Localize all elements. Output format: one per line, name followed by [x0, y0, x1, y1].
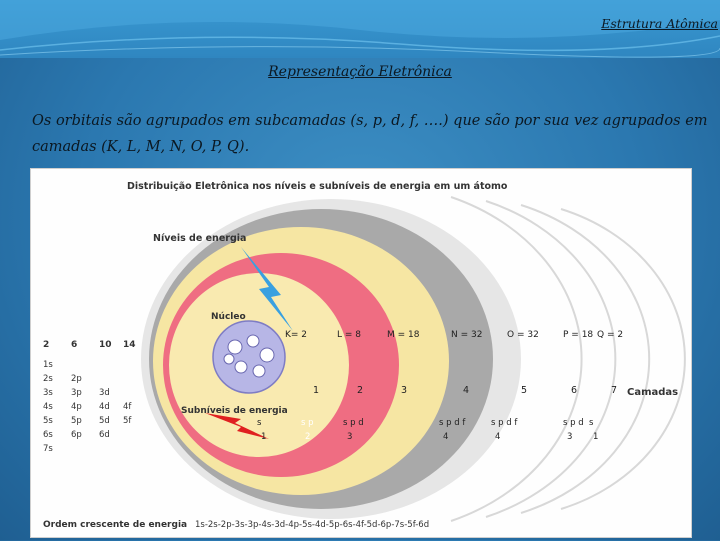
capacity-header: [43, 340, 136, 350]
sublevel-table: [43, 360, 132, 454]
table-cell: 3d: [99, 388, 110, 398]
layer-count-k: K= 2: [285, 330, 308, 340]
layer-number-l: 2: [357, 385, 364, 396]
layer-subcount-k: 1: [261, 432, 267, 442]
order-sequence: 1s-2s-2p-3s-3p-4s-3d-4p-5s-4d-5p-6s-4f-5d-6p-7s-5f-6d: [195, 520, 430, 530]
layer-sublevels-o: s p d f: [491, 418, 518, 428]
layer-number-m: 3: [401, 385, 408, 396]
layer-number-p: 6: [571, 385, 578, 396]
layer-number-k: 1: [313, 385, 320, 396]
table-cell: 6d: [99, 430, 110, 440]
table-cell: 6p: [71, 430, 82, 440]
atom-diagram: [31, 169, 691, 537]
order-label: Ordem crescente de energia: [43, 520, 188, 530]
layer-count-p: P = 18: [563, 330, 594, 340]
electron-distribution-figure: [30, 168, 692, 538]
capacity-10: 10: [99, 340, 112, 350]
layer-numbers: [313, 385, 617, 396]
table-cell: 1s: [43, 360, 53, 370]
layer-subcount-l: 2: [305, 432, 311, 442]
layer-subcount-o: 4: [495, 432, 501, 442]
table-cell: 5f: [123, 416, 132, 426]
layer-sublevels-l: s p: [301, 418, 314, 428]
table-cell: 2s: [43, 374, 53, 384]
diagram-title: Distribuição Eletrônica nos níveis e subníveis de energia em um átomo: [127, 181, 508, 192]
layer-subcount-n: 4: [443, 432, 449, 442]
layer-count-o: O = 32: [507, 330, 539, 340]
table-cell: 6s: [43, 430, 53, 440]
label-levels: Níveis de energia: [153, 233, 247, 244]
layer-count-l: L = 8: [337, 330, 362, 340]
table-cell: 4d: [99, 402, 110, 412]
label-sublevels: Subníveis de energia: [181, 406, 288, 416]
layer-number-o: 5: [521, 385, 528, 396]
section-title: Representação Eletrônica: [268, 64, 452, 80]
header-title: Estrutura Atômica: [601, 16, 718, 31]
layer-count-n: N = 32: [451, 330, 483, 340]
label-nucleus: Núcleo: [211, 312, 246, 322]
table-cell: 5p: [71, 416, 82, 426]
layer-subcount-p: 3: [567, 432, 573, 442]
capacity-6: 6: [71, 340, 78, 350]
layer-number-q: 7: [611, 385, 618, 396]
layer-number-n: 4: [463, 385, 470, 396]
layer-subcount-m: 3: [347, 432, 353, 442]
table-cell: 4f: [123, 402, 132, 412]
layer-sublevels-p: s p d: [563, 418, 584, 428]
layer-subcount-q: 1: [593, 432, 599, 442]
layer-count-m: M = 18: [387, 330, 420, 340]
layer-count-q: Q = 2: [597, 330, 624, 340]
capacity-14: 14: [123, 340, 136, 350]
table-cell: 5s: [43, 416, 53, 426]
table-cell: 7s: [43, 444, 53, 454]
table-cell: 3s: [43, 388, 53, 398]
table-cell: 5d: [99, 416, 110, 426]
table-cell: 4s: [43, 402, 53, 412]
table-cell: 3p: [71, 388, 82, 398]
layer-sublevels-n: s p d f: [439, 418, 466, 428]
table-cell: 2p: [71, 374, 82, 384]
layer-sublevels-q: s: [589, 418, 594, 428]
layer-sublevels-k: s: [257, 418, 262, 428]
label-layers: Camadas: [627, 387, 679, 398]
capacity-2: 2: [43, 340, 50, 350]
body-paragraph: Os orbitais são agrupados em subcamadas (s, p, d, f, ….) que são por sua vez agrupados em camadas (K, L, M, N, O, P, Q).: [32, 113, 708, 155]
layer-sublevels-m: s p d: [343, 418, 364, 428]
table-cell: 4p: [71, 402, 82, 412]
